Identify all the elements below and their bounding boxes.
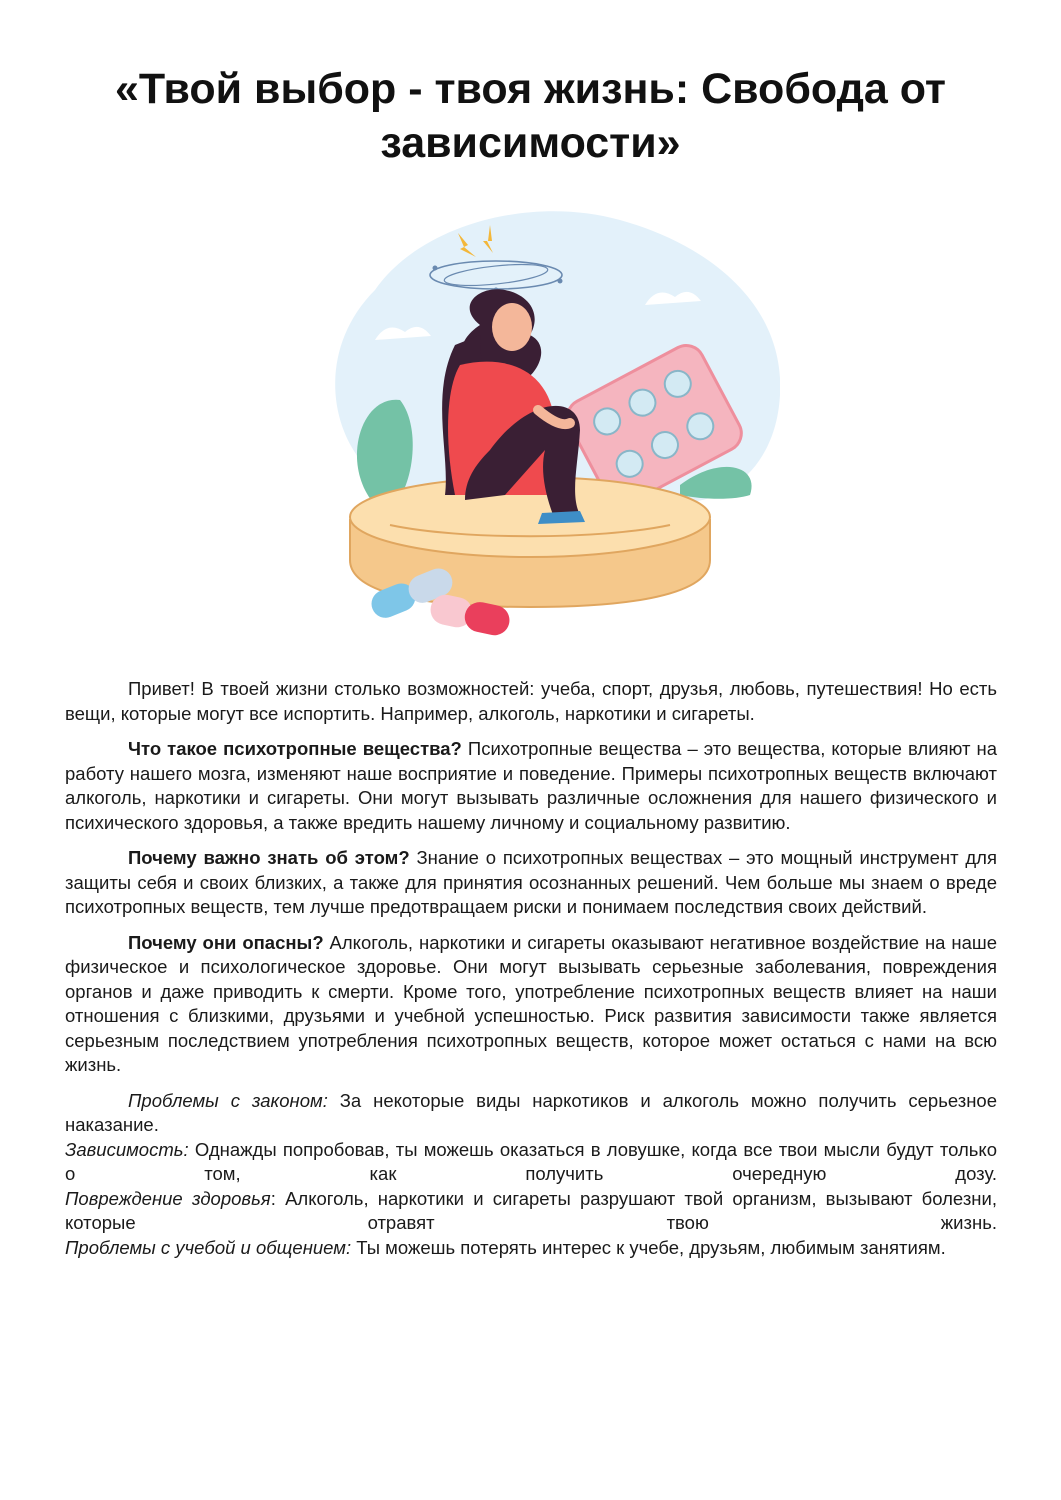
intro-paragraph: Привет! В твоей жизни столько возможностей: учеба, спорт, друзья, любовь, путешествия! Но есть вещи, которые могут все испортить. Например, алкоголь, наркотики и сигареты. [65,678,997,724]
list-item [65,1138,997,1187]
item-text: : Алкоголь, наркотики и сигареты разрушают твой организм, вызывают болезни, которые отравят твою жизнь. [65,1187,997,1233]
paragraph-text: Психотропные вещества – это вещества, которые влияют на работу нашего мозга, изменяют наше восприятие и поведение. Примеры психотропных веществ включают алкоголь, наркотики и сигареты. Они могут вызывать различные осложнения для нашего физического и психического здоровья, а также вредить нашему личному и социальному развитию. [65,738,998,833]
article-body [65,677,997,1271]
woman-sitting-on-pill-illustration [280,195,780,645]
paragraph-heading: Почему они опасны? [128,931,324,953]
item-text: Ты можешь потерять интерес к учебе, друзьям, любимым занятиям. [351,1236,946,1258]
paragraph-heading: Почему важно знать об этом? [128,847,410,868]
item-text: Однажды попробовав, ты можешь оказаться в ловушке, когда все твои мысли будут только о том, как получить очередную дозу. [65,1138,997,1184]
list-item [65,1089,997,1138]
paragraph-heading: Что такое психотропные вещества? [128,738,462,759]
paragraph-why-important [65,846,997,920]
list-item [65,1187,997,1236]
item-label: Проблемы с учебой и общением: [65,1236,352,1258]
paragraph-text: Знание о психотропных веществах – это мощный инструмент для защиты себя и своих близких, а также для принятия осознанных решений. Чем больше мы знаем о вреде психотропных веществ, тем лучше предотвращаем риски и понимаем последствия своих действий. [65,847,997,917]
item-label: Повреждение здоровья [65,1187,271,1209]
consequences-list [65,1089,997,1261]
item-label: Проблемы с законом: [128,1089,328,1111]
item-label: Зависимость: [65,1138,189,1160]
item-text: За некоторые виды наркотиков и алкоголь можно получить серьезное наказание. [65,1089,997,1135]
list-item [65,1236,997,1261]
paragraph-what-are-substances [65,737,997,835]
page-title: «Твой выбор - твоя жизнь: Свобода от зависимости» [114,65,946,167]
paragraph-text: Алкоголь, наркотики и сигареты оказывают негативное воздействие на наше физическое и психологическое здоровье. Они могут вызывать серьезные заболевания, повреждения органов и даже приводить к смерти. Кроме того, употребление психотропных веществ влияет на наши отношения с близкими, друзьями и учебной успешностью. Риск развития зависимости также является серьезным последствием употребления психотропных веществ, которое может остаться с нами на всю жизнь. [65,931,997,1075]
paragraph-why-dangerous [65,931,997,1078]
